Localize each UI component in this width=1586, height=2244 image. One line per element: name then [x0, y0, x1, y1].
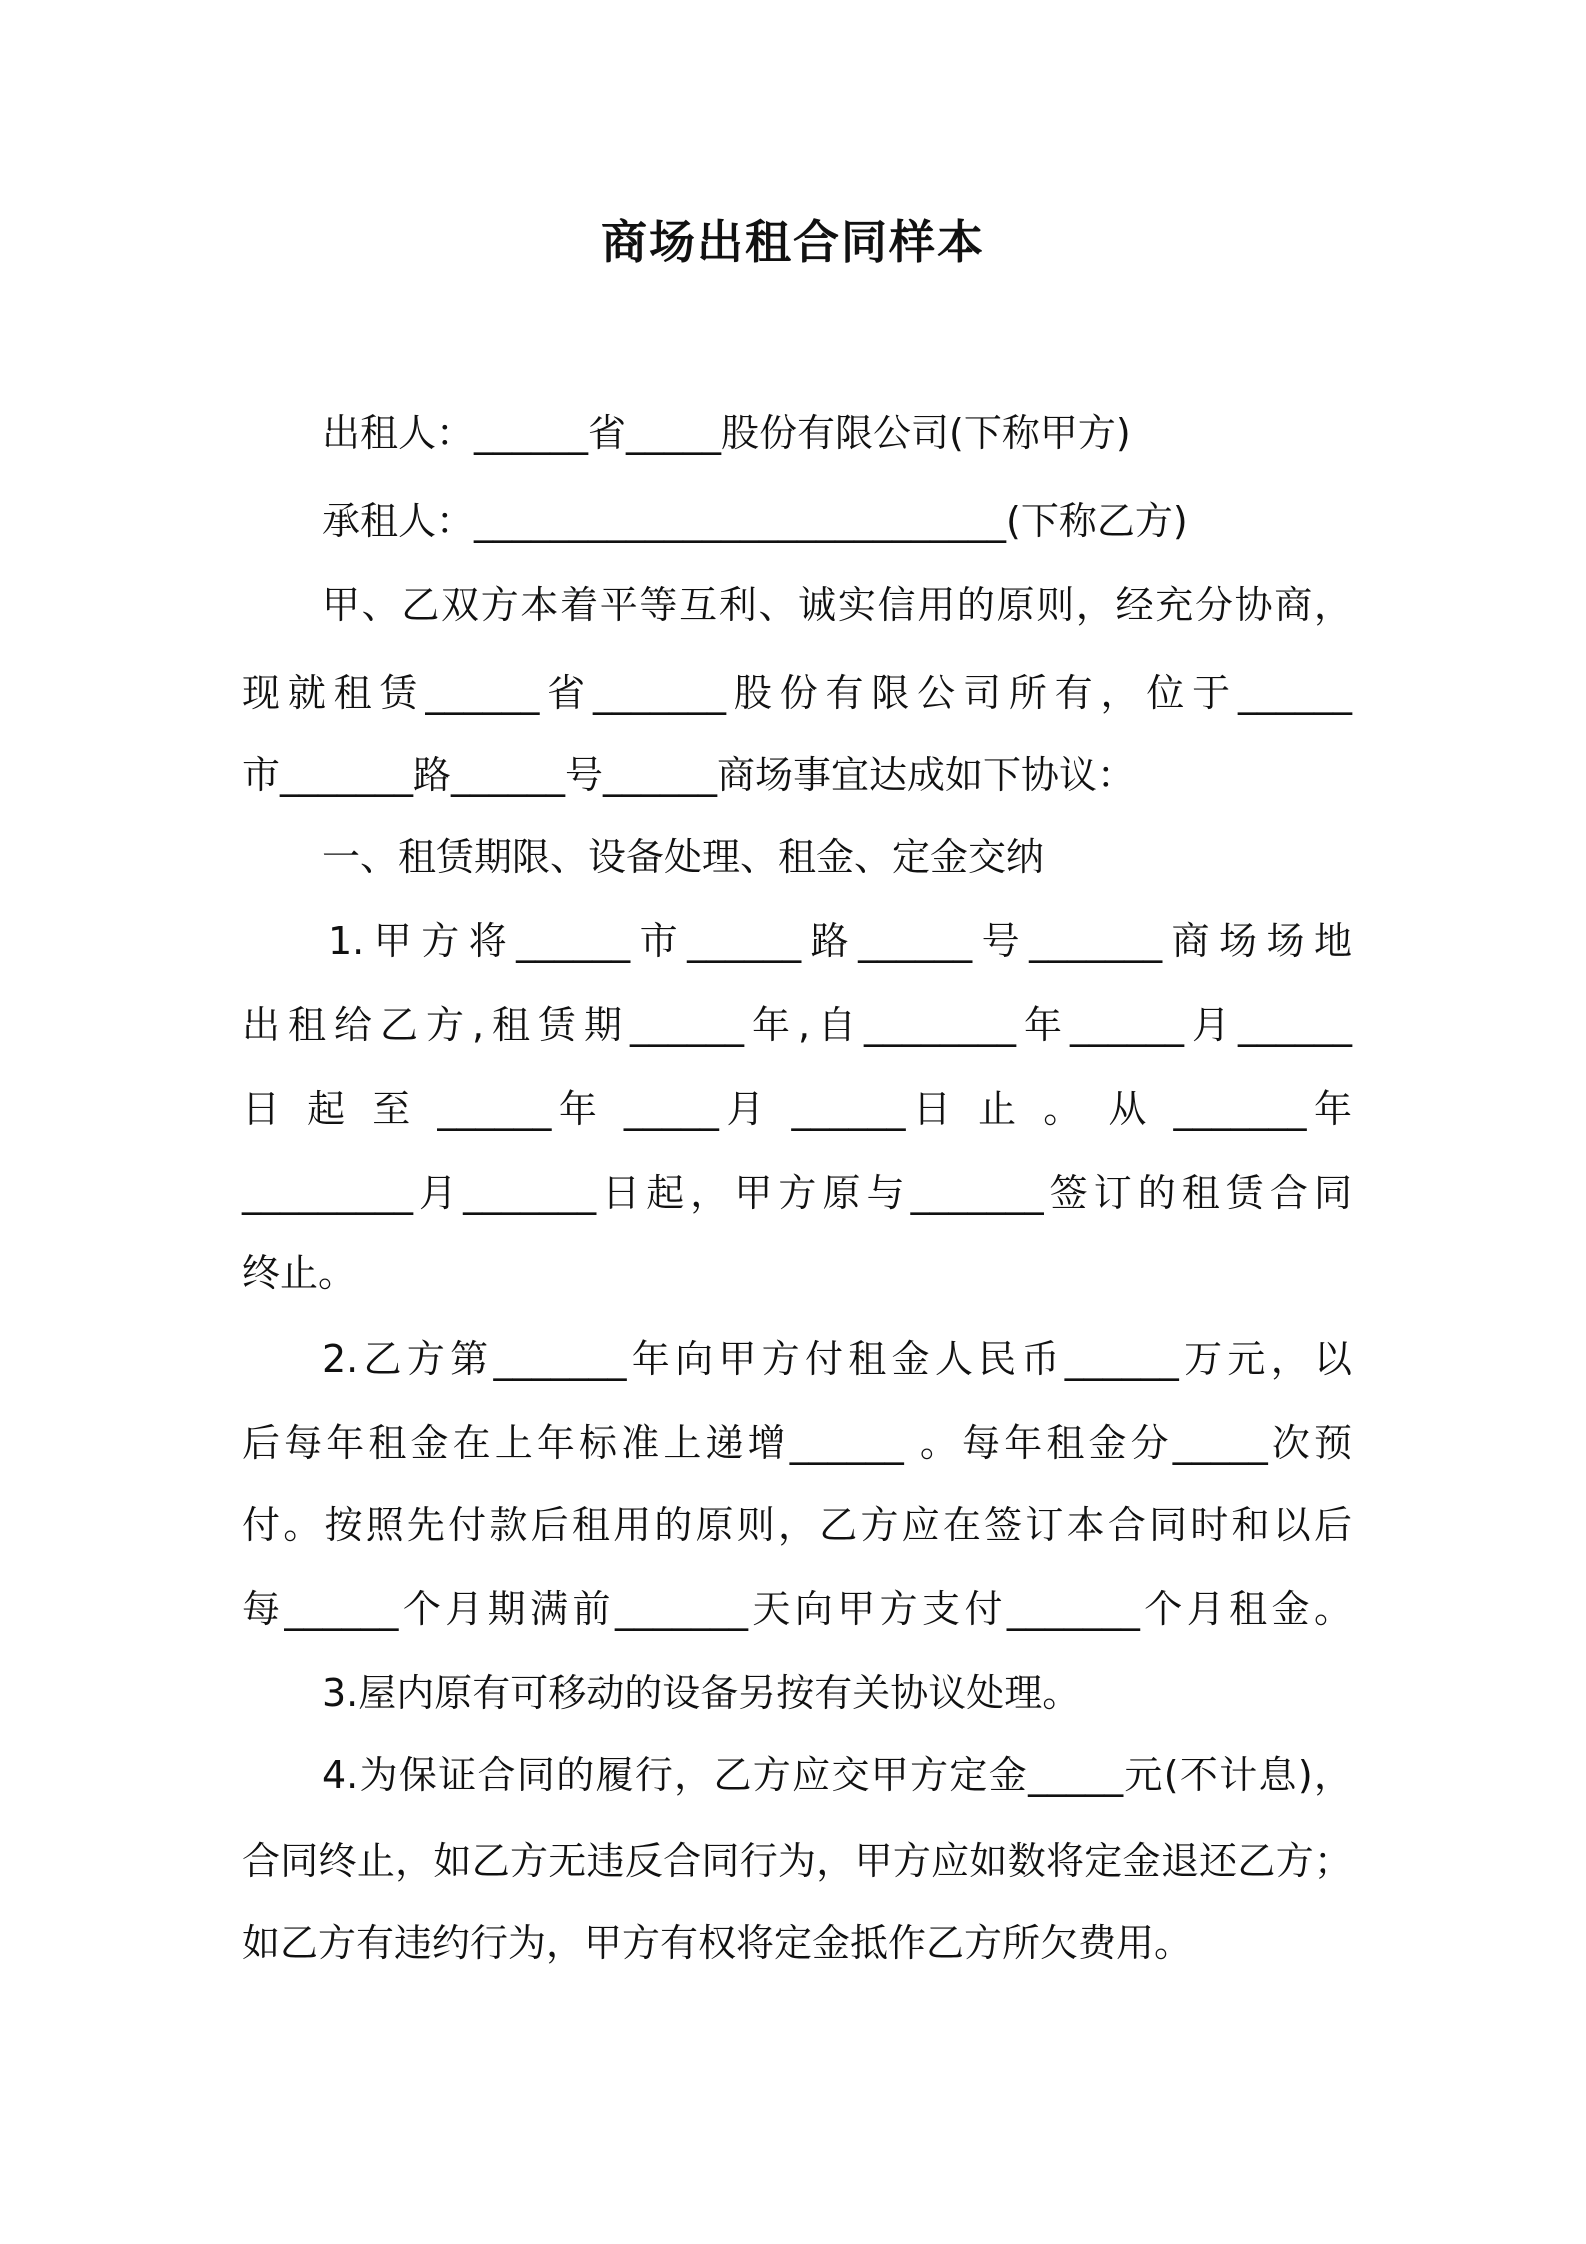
paragraph-line: 甲、乙双方本着平等互利、诚实信用的原则，经充分协商，: [322, 583, 1352, 627]
paragraph-line: 合同终止，如乙方无违反合同行为，甲方应如数将定金退还乙方；: [242, 1839, 1352, 1883]
paragraph-line: 3.屋内原有可移动的设备另按有关协议处理。: [322, 1671, 1081, 1715]
paragraph-line: 每______个月期满前_______天向甲方支付_______个月租金。: [242, 1587, 1352, 1631]
paragraph-line: 后每年租金在上年标准上递增______ 。每年租金分_____次预: [242, 1421, 1352, 1465]
lessor-line: 出租人：______省_____股份有限公司(下称甲方): [322, 411, 1131, 455]
paragraph-line: 1.甲方将______市______路______号_______商场场地: [328, 919, 1352, 963]
paragraph-line: _________月_______日起，甲方原与_______签订的租赁合同: [242, 1171, 1352, 1215]
lessee-line: 承租人：____________________________(下称乙方): [322, 499, 1188, 543]
paragraph-line: 出租给乙方,租赁期______年,自________年______月______: [242, 1003, 1352, 1047]
paragraph-line: 4.为保证合同的履行，乙方应交甲方定金_____元(不计息)，: [322, 1753, 1352, 1797]
paragraph-line: 2.乙方第_______年向甲方付租金人民币______万元，以: [322, 1337, 1352, 1381]
paragraph-line: 日 起 至 ______年 _____月 ______日 止 。 从 _______年: [242, 1087, 1352, 1131]
paragraph-line: 终止。: [242, 1251, 357, 1295]
paragraph-line: 市_______路______号______商场事宜达成如下协议：: [242, 753, 1136, 797]
document-title: 商场出租合同样本: [601, 215, 985, 269]
paragraph-line: 如乙方有违约行为，甲方有权将定金抵作乙方所欠费用。: [242, 1921, 1193, 1965]
paragraph-line: 现就租赁______省_______股份有限公司所有，位于______: [242, 671, 1352, 715]
paragraph-line: 付。按照先付款后租用的原则，乙方应在签订本合同时和以后: [242, 1503, 1352, 1547]
section-heading: 一、租赁期限、设备处理、租金、定金交纳: [322, 835, 1045, 879]
